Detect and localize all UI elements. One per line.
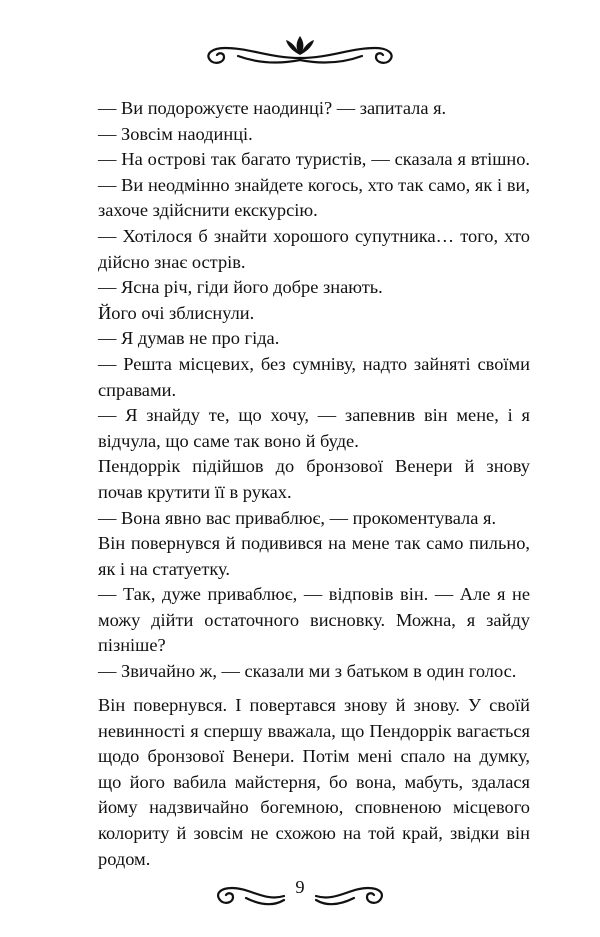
- flourish-ornament-icon: [0, 28, 600, 68]
- dialogue-line: Він повернувся й подивився на мене так само пильно, як і на статуетку.: [98, 533, 530, 579]
- dialogue-line: — Решта місцевих, без сумніву, надто зайняті своїми справами.: [98, 353, 530, 400]
- dialogue-line: — Я знайду те, що хочу, — запевнив він мене, і я відчула, що саме так воно й буде.: [98, 405, 530, 451]
- page-number: 9: [295, 877, 305, 897]
- dialogue-line: — Ясна річ, гіди його добре знають.: [98, 277, 383, 298]
- dialogue-line: — Ви подорожуєте наодинці? — запитала я.: [98, 98, 447, 118]
- dialogue-line: — Хотілося б знайти хорошого супутника… того, хто дійсно знає острів.: [98, 225, 530, 272]
- dialogue-line: — Звичайно ж, — сказали ми з батьком в один голос.: [98, 661, 517, 682]
- dialogue-line: Його очі зблиснули.: [98, 302, 255, 323]
- dialogue-line: — Вона явно вас приваблює, — прокоментувала я.: [98, 507, 497, 528]
- dialogue-line: — На острові так багато туристів, — сказала я втішно. — Ви неодмінно знайдете когось, хто так само, як і ви, захоче здійснити екскурсію.: [98, 149, 530, 221]
- dialogue-line: — Так, дуже приваблює, — відповів він. — Але я не можу дійти остаточного висновку. Можна, я зайду пізніше?: [98, 584, 530, 656]
- narrative-paragraph: Він повернувся. І повертався знову й знову. У своїй невинності я спершу вважала, що Пендоррік вагається щодо бронзової Венери. Потім мені спало на думку, що його вабила майстерня, бо вона, мабуть, здалася йому надзвичайно богемною, сповненою місцевого колориту й зовсім не схожою на той край, звідки він родом.: [98, 695, 530, 869]
- dialogue-line: Пендоррік підійшов до бронзової Венери й знову почав крутити її в руках.: [98, 456, 530, 502]
- dialogue-block: [98, 96, 530, 685]
- dialogue-line: — Зовсім наодинці.: [98, 123, 253, 144]
- narrative-block: [98, 693, 530, 872]
- dialogue-line: — Я думав не про гіда.: [98, 328, 280, 349]
